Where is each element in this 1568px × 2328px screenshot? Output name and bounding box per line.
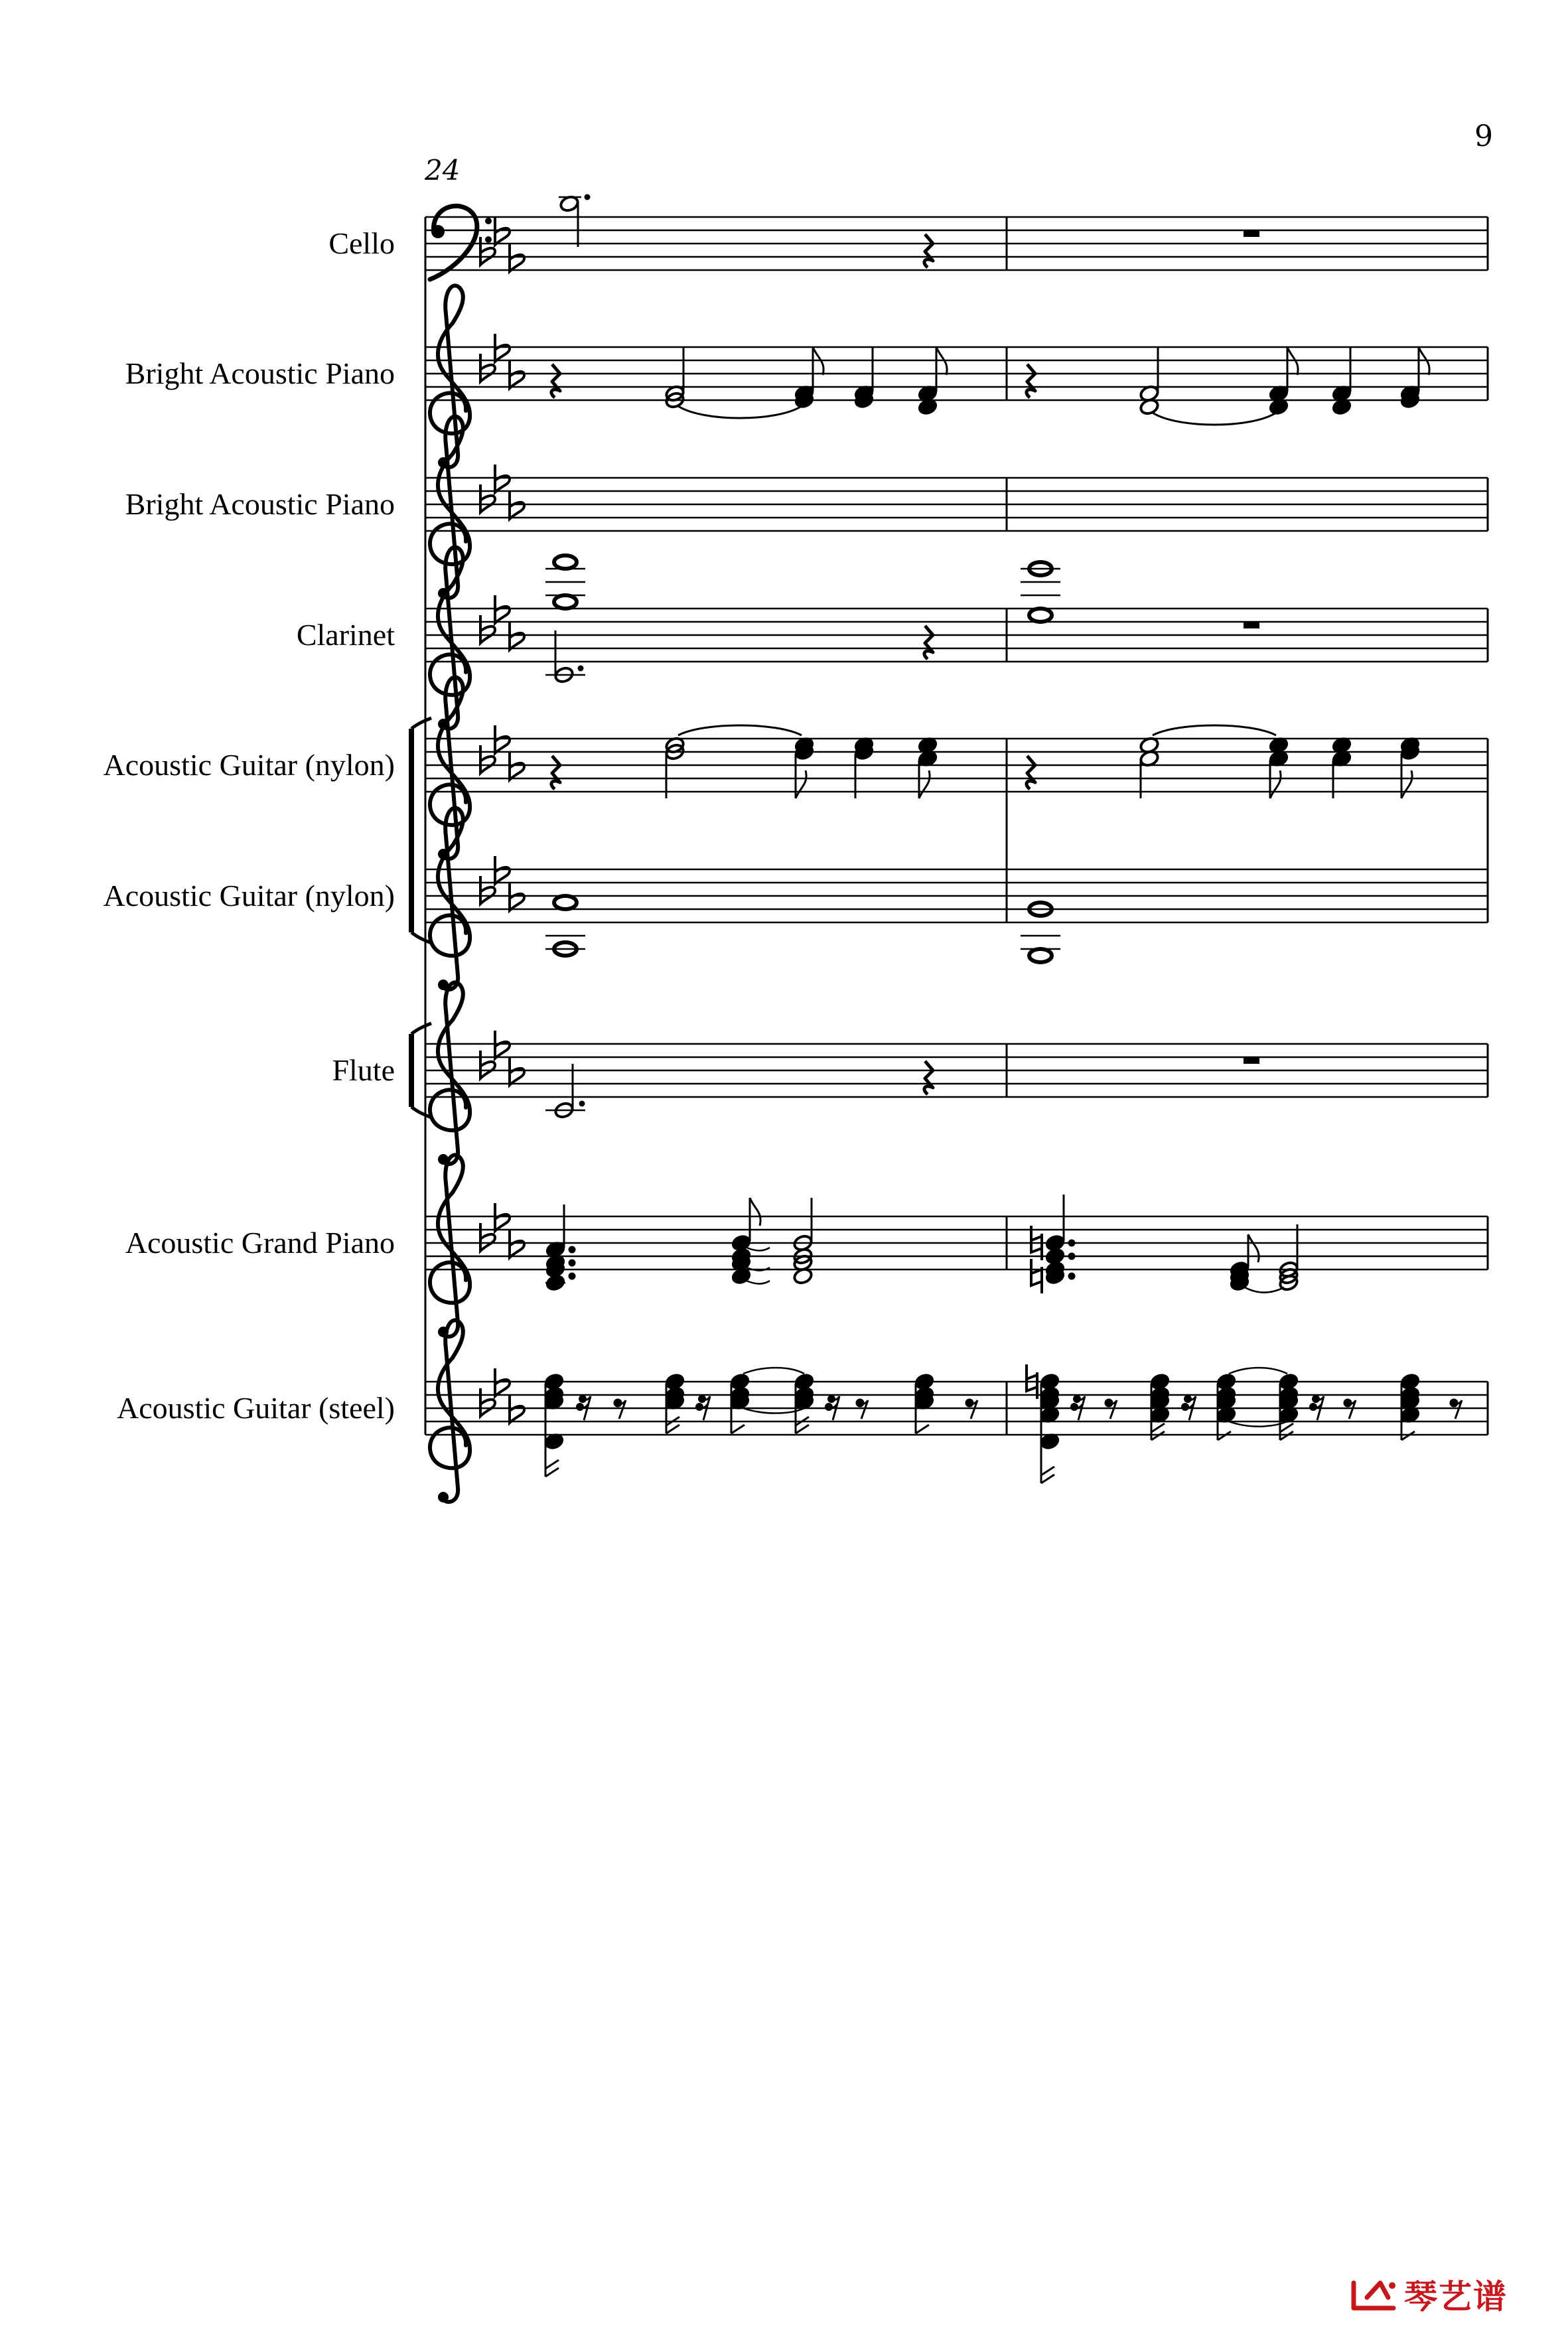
guitar-nylon-1-notes [551,725,1421,798]
guitar-nylon-2-notes [545,896,1060,962]
measure-number: 24 [425,154,461,186]
watermark-brand: 琴艺谱 [1404,2278,1508,2316]
treble-key-signatures [480,334,524,1423]
instrument-label-cello: Cello [328,226,395,260]
clarinet-notes [545,555,1259,684]
music-note-logo-icon [1354,2282,1395,2308]
instrument-label-bright-piano-1: Bright Acoustic Piano [125,356,395,390]
instrument-label-flute: Flute [332,1053,395,1087]
page-number: 9 [1474,119,1493,153]
instrument-label-guitar-nylon-2: Acoustic Guitar (nylon) [103,879,395,912]
grand-piano-notes [545,1195,1299,1293]
instrument-label-clarinet: Clarinet [296,618,395,652]
flute-notes [545,1057,1259,1120]
treble-clefs [430,285,470,1502]
bright-piano-1-notes [551,347,1429,425]
instrument-label-bright-piano-2: Bright Acoustic Piano [125,487,395,521]
instrument-label-guitar-steel: Acoustic Guitar (steel) [117,1391,395,1425]
instrument-label-grand-piano: Acoustic Grand Piano [125,1226,395,1260]
instrument-label-guitar-nylon-1: Acoustic Guitar (nylon) [103,748,395,782]
staff-lines [425,217,1488,1435]
